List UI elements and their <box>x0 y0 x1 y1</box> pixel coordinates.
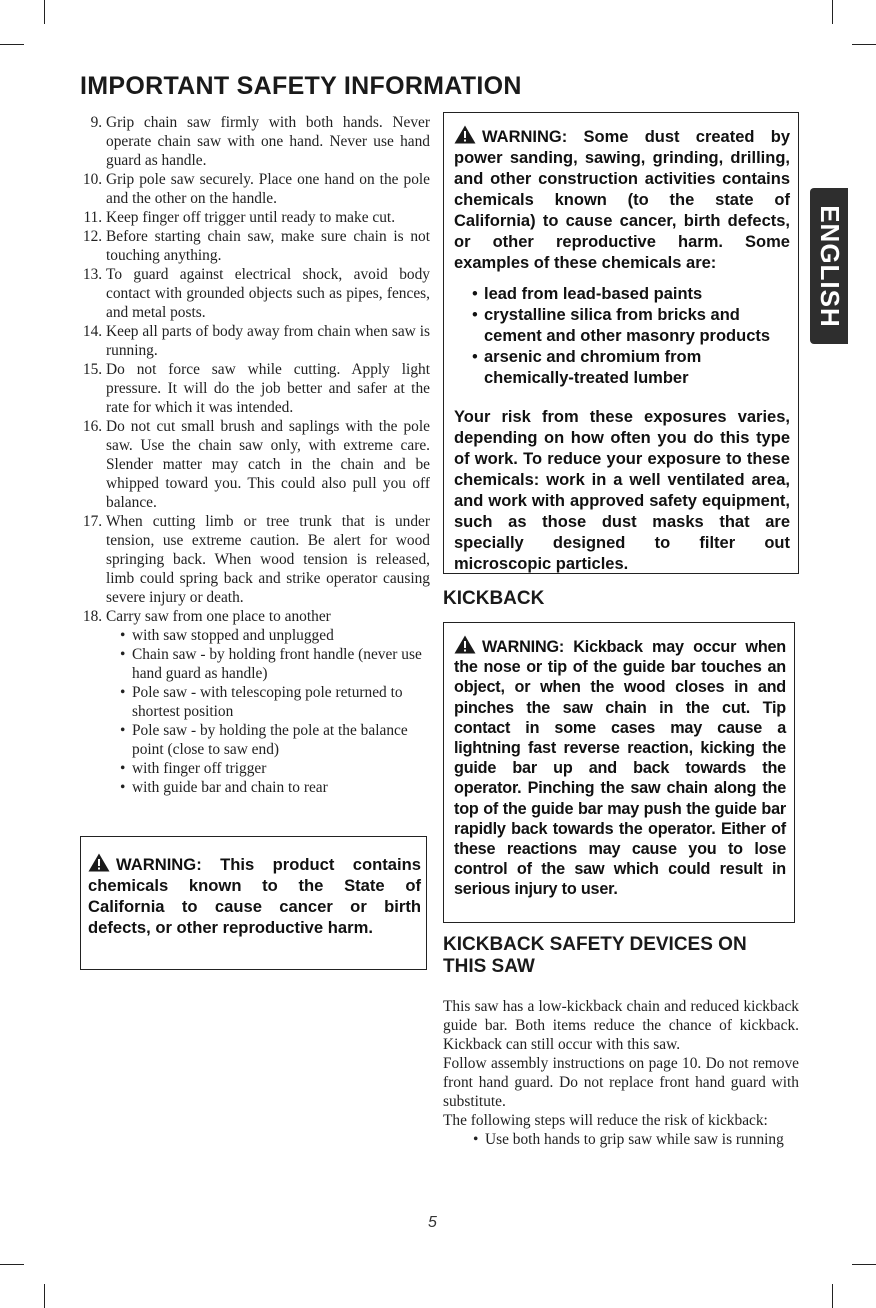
kickback-warning-text: WARNING: Kickback may occur when the nose or tip of the guide bar touches an object, or when the wood closes in and pinches the saw chain in the cut. Tip contact in some cases may cause a lightning fast reverse reaction, kicking the guide bar up and back towards the operator. Pinching the saw chain along the top of the guide bar may push the guide bar rapidly back towards the operator. Either of these reactions may cause you to lose control of the saw which could result in serious injury to user. <box>454 638 786 899</box>
kickback-warning-box <box>443 622 795 923</box>
kickback-devices-body <box>443 997 799 1149</box>
warning-triangle-icon <box>454 635 476 654</box>
list-item: 16. Do not cut small brush and saplings with the pole saw. Use the chain saw only, with extreme care. Slender matter may catch in the chain and be whipped toward you. This could also pull you off balance. <box>106 417 430 512</box>
list-item: 14. Keep all parts of body away from chain when saw is running. <box>106 322 430 360</box>
warning-triangle-icon <box>88 853 110 872</box>
sub-list-item: • with guide bar and chain to rear <box>120 778 430 797</box>
crop-mark <box>832 1284 833 1308</box>
list-item: 12. Before starting chain saw, make sure chain is not touching anything. <box>106 227 430 265</box>
chemicals-warning-text: WARNING: This product contains chemicals known to the State of California to cause cancer or birth defects, or other reproductive harm. <box>88 855 421 937</box>
language-tab-label: ENGLISH <box>814 204 845 328</box>
sub-list-item: • Pole saw - with telescoping pole returned to shortest position <box>120 683 430 721</box>
crop-mark <box>0 1264 24 1265</box>
paragraph: This saw has a low-kickback chain and reduced kickback guide bar. Both items reduce the chance of kickback. Kickback can still occur with this saw. <box>443 998 799 1053</box>
dust-warning-box <box>443 112 799 574</box>
sub-list-item: • Chain saw - by holding front handle (never use hand guard as handle) <box>120 645 430 683</box>
crop-mark <box>44 1284 45 1308</box>
crop-mark <box>0 44 24 45</box>
list-item: • crystalline silica from bricks and cement and other masonry products <box>472 305 790 347</box>
kickback-devices-heading: KICKBACK SAFETY DEVICES ON THIS SAW <box>443 934 747 977</box>
safety-rules-list <box>78 113 430 797</box>
sub-list-item: • with saw stopped and unplugged <box>120 626 430 645</box>
list-item: 9. Grip chain saw firmly with both hands. Never operate chain saw with one hand. Never use hand guard as handle. <box>106 113 430 170</box>
crop-mark <box>832 0 833 24</box>
paragraph: The following steps will reduce the risk of kickback: <box>443 1112 768 1129</box>
crop-mark <box>852 1264 876 1265</box>
crop-mark <box>852 44 876 45</box>
sub-list-item: • with finger off trigger <box>120 759 430 778</box>
sub-list-item: • Pole saw - by holding the pole at the balance point (close to saw end) <box>120 721 430 759</box>
list-item: • Use both hands to grip saw while saw is running <box>473 1130 799 1149</box>
list-item: 10. Grip pole saw securely. Place one hand on the pole and the other on the handle. <box>106 170 430 208</box>
page-number: 5 <box>428 1214 437 1231</box>
page-title: IMPORTANT SAFETY INFORMATION <box>80 72 522 100</box>
list-item: 17. When cutting limb or tree trunk that is under tension, use extreme caution. Be alert for wood springing back. When wood tension is released, limb could spring back and strike operator causing severe injury or death. <box>106 512 430 607</box>
language-tab <box>810 188 848 344</box>
carry-text: Carry saw from one place to another <box>106 608 331 625</box>
list-item-carry <box>106 607 430 797</box>
list-item: 11. Keep finger off trigger until ready to make cut. <box>106 208 430 227</box>
left-column <box>78 113 430 797</box>
list-item: • lead from lead-based paints <box>472 284 790 305</box>
list-item: • arsenic and chromium from chemically-treated lumber <box>472 347 790 389</box>
chemicals-warning-box <box>80 836 427 970</box>
kickback-steps-list <box>443 1130 799 1149</box>
chemical-examples-list <box>454 284 790 389</box>
list-item: 13. To guard against electrical shock, avoid body contact with grounded objects such as pipes, fences, and metal posts. <box>106 265 430 322</box>
list-item: 15. Do not force saw while cutting. Apply light pressure. It will do the job better and safer at the rate for which it was intended. <box>106 360 430 417</box>
warning-triangle-icon <box>454 125 476 144</box>
crop-mark <box>44 0 45 24</box>
paragraph: Follow assembly instructions on page 10. Do not remove front hand guard. Do not replace front hand guard with substitute. <box>443 1055 799 1110</box>
carry-sublist <box>106 626 430 797</box>
dust-warning-advice: Your risk from these exposures varies, depending on how often you do this type of work. To reduce your exposure to these chemicals: work in a well ventilated area, and work with approved safety equipment, such as those dust masks that are specially designed to filter out microscopic particles. <box>454 408 790 573</box>
dust-warning-intro: WARNING: Some dust created by power sanding, sawing, grinding, drilling, and other construction activities contains chemicals known (to the state of California) to cause cancer, birth defects, or other reproductive harm. Some examples of these chemicals are: <box>454 128 790 272</box>
kickback-heading: KICKBACK <box>443 588 545 609</box>
